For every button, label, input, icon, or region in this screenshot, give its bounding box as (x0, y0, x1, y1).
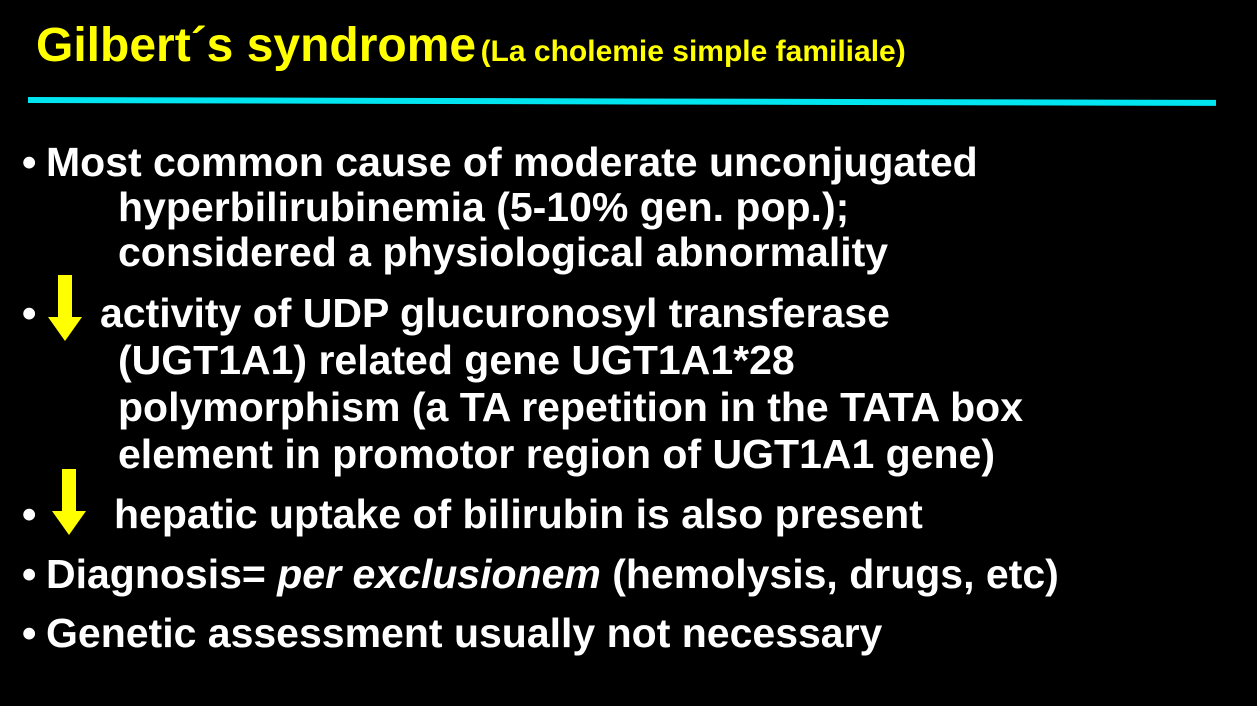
bullet-2-line-1: activity of UDP glucuronosyl transferase (100, 290, 890, 336)
bullet-1-line-2: hyperbilirubinemia (5-10% gen. pop.); (118, 184, 850, 230)
bullet-dot: • (22, 290, 37, 336)
bullet-dot: • (22, 551, 37, 597)
bullet-2-line-4: element in promotor region of UGT1A1 gene) (118, 431, 996, 477)
bullet-2-line-3: polymorphism (a TA repetition in the TATA box (118, 384, 1024, 430)
bullet-4-line-1 (46, 551, 1059, 597)
diagnosis-italic: per exclusionem (277, 551, 601, 597)
title-main: Gilbert´s syndrome (36, 19, 477, 72)
down-arrow-icon (48, 275, 82, 341)
bullet-dot: • (22, 491, 37, 537)
bullet-dot: • (22, 610, 37, 656)
bullet-3-line-1: hepatic uptake of bilirubin is also present (114, 491, 923, 537)
slide-title (36, 19, 906, 72)
bullet-2-line-2: (UGT1A1) related gene UGT1A1*28 (118, 337, 795, 383)
title-underline (28, 97, 1216, 106)
bullet-dot: • (22, 139, 37, 185)
down-arrow-icon (52, 469, 86, 535)
diagnosis-detail: (hemolysis, drugs, etc) (600, 551, 1059, 597)
diagnosis-label: Diagnosis= (46, 551, 278, 597)
bullet-1-line-3: considered a physiological abnormality (118, 229, 889, 275)
bullet-5-line-1: Genetic assessment usually not necessary (46, 610, 883, 656)
bullet-1-line-1: Most common cause of moderate unconjugated (46, 139, 978, 185)
title-subtitle: (La cholemie simple familiale) (480, 35, 906, 68)
